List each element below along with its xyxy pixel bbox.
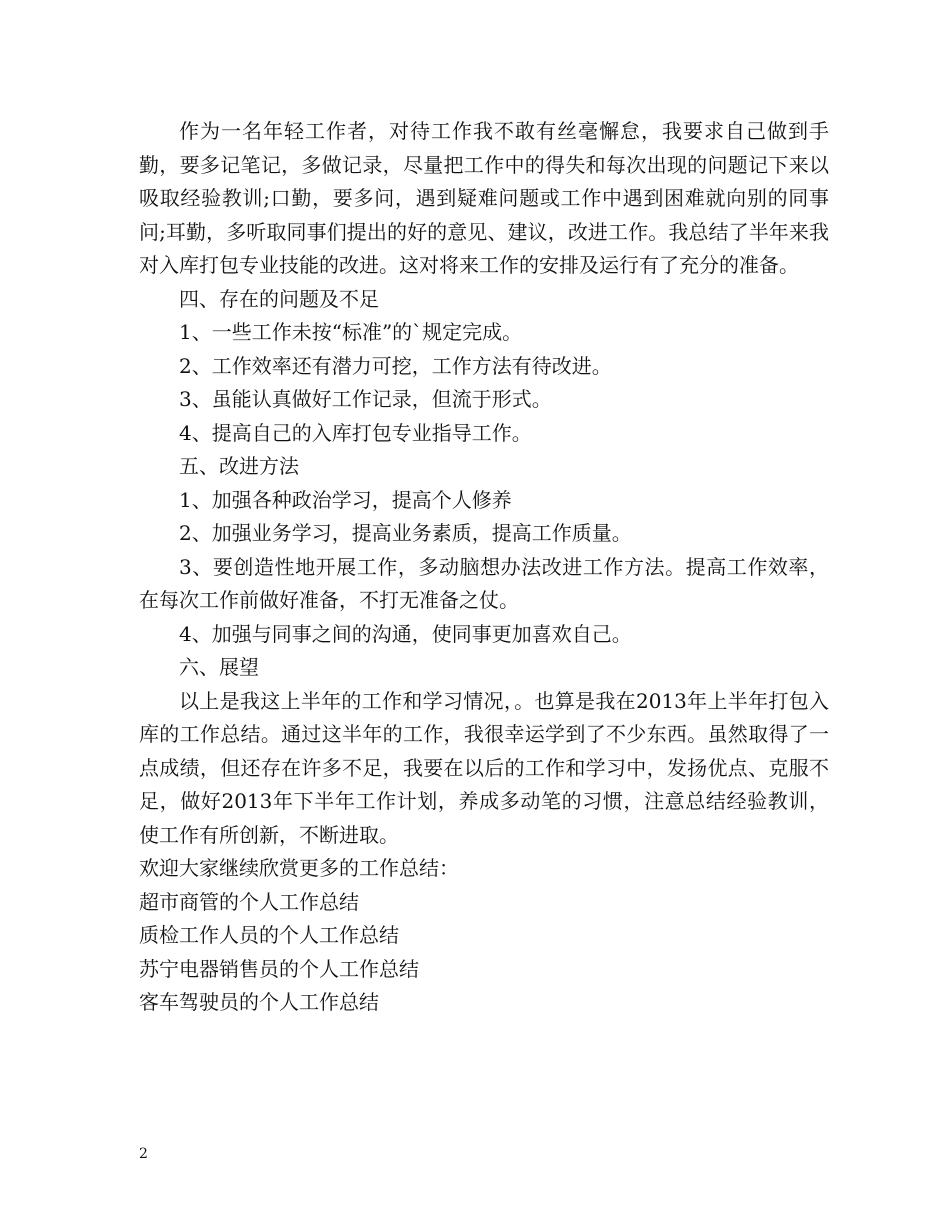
improvement-item-4: 4、加强与同事之间的沟通，使同事更加喜欢自己。 <box>179 621 632 646</box>
document-body <box>139 115 829 1020</box>
related-link-suning-sales[interactable]: 苏宁电器销售员的个人工作总结 <box>139 956 419 981</box>
problem-item-1: 1、一些工作未按“标准”的`规定完成。 <box>179 320 523 344</box>
page-number: 2 <box>139 1146 148 1162</box>
related-link-bus-driver[interactable]: 客车驾驶员的个人工作总结 <box>139 990 379 1014</box>
related-link-supermarket[interactable]: 超市商管的个人工作总结 <box>139 889 359 914</box>
more-summaries-intro: 欢迎大家继续欣赏更多的工作总结： <box>139 856 459 880</box>
heading-problems: 四、存在的问题及不足 <box>179 286 379 311</box>
problem-item-4: 4、提高自己的入库打包专业指导工作。 <box>179 420 532 445</box>
improvement-item-2: 2、加强业务学习，提高业务素质，提高工作质量。 <box>179 521 632 545</box>
improvement-item-3: 3、要创造性地开展工作，多动脑想办法改进工作方法。提高工作效率，在每次工作前做好准备，不打无准备之仗。 <box>139 554 829 612</box>
improvement-item-1: 1、加强各种政治学习，提高个人修养 <box>179 487 512 512</box>
related-link-quality-inspection[interactable]: 质检工作人员的个人工作总结 <box>139 923 399 947</box>
heading-improvements: 五、改进方法 <box>179 454 299 478</box>
problem-item-2: 2、工作效率还有潜力可挖，工作方法有待改进。 <box>179 353 612 378</box>
paragraph-work-attitude: 作为一名年轻工作者，对待工作我不敢有丝毫懈怠，我要求自己做到手勤，要多记笔记，多做记录，尽量把工作中的得失和每次出现的问题记下来以吸取经验教训;口勤，要多问，遇到疑难问题或工作中遇到困难就向别的同事问;耳勤，多听取同事们提出的好的意见、建议，改进工作。我总结了半年来我对入库打包专业技能的改进。这对将来工作的安排及运行有了充分的准备。 <box>139 119 829 277</box>
problem-item-3: 3、虽能认真做好工作记录，但流于形式。 <box>179 387 552 411</box>
heading-outlook: 六、展望 <box>179 655 259 679</box>
paragraph-outlook: 以上是我这上半年的工作和学习情况，。也算是我在2013年上半年打包入库的工作总结。通过这半年的工作，我很幸运学到了不少东西。虽然取得了一点成绩，但还存在许多不足，我要在以后的工作和学习中，发扬优点、克服不足，做好2013年下半年工作计划，养成多动笔的习惯，注意总结经验教训，使工作有所创新，不断进取。 <box>139 688 829 847</box>
